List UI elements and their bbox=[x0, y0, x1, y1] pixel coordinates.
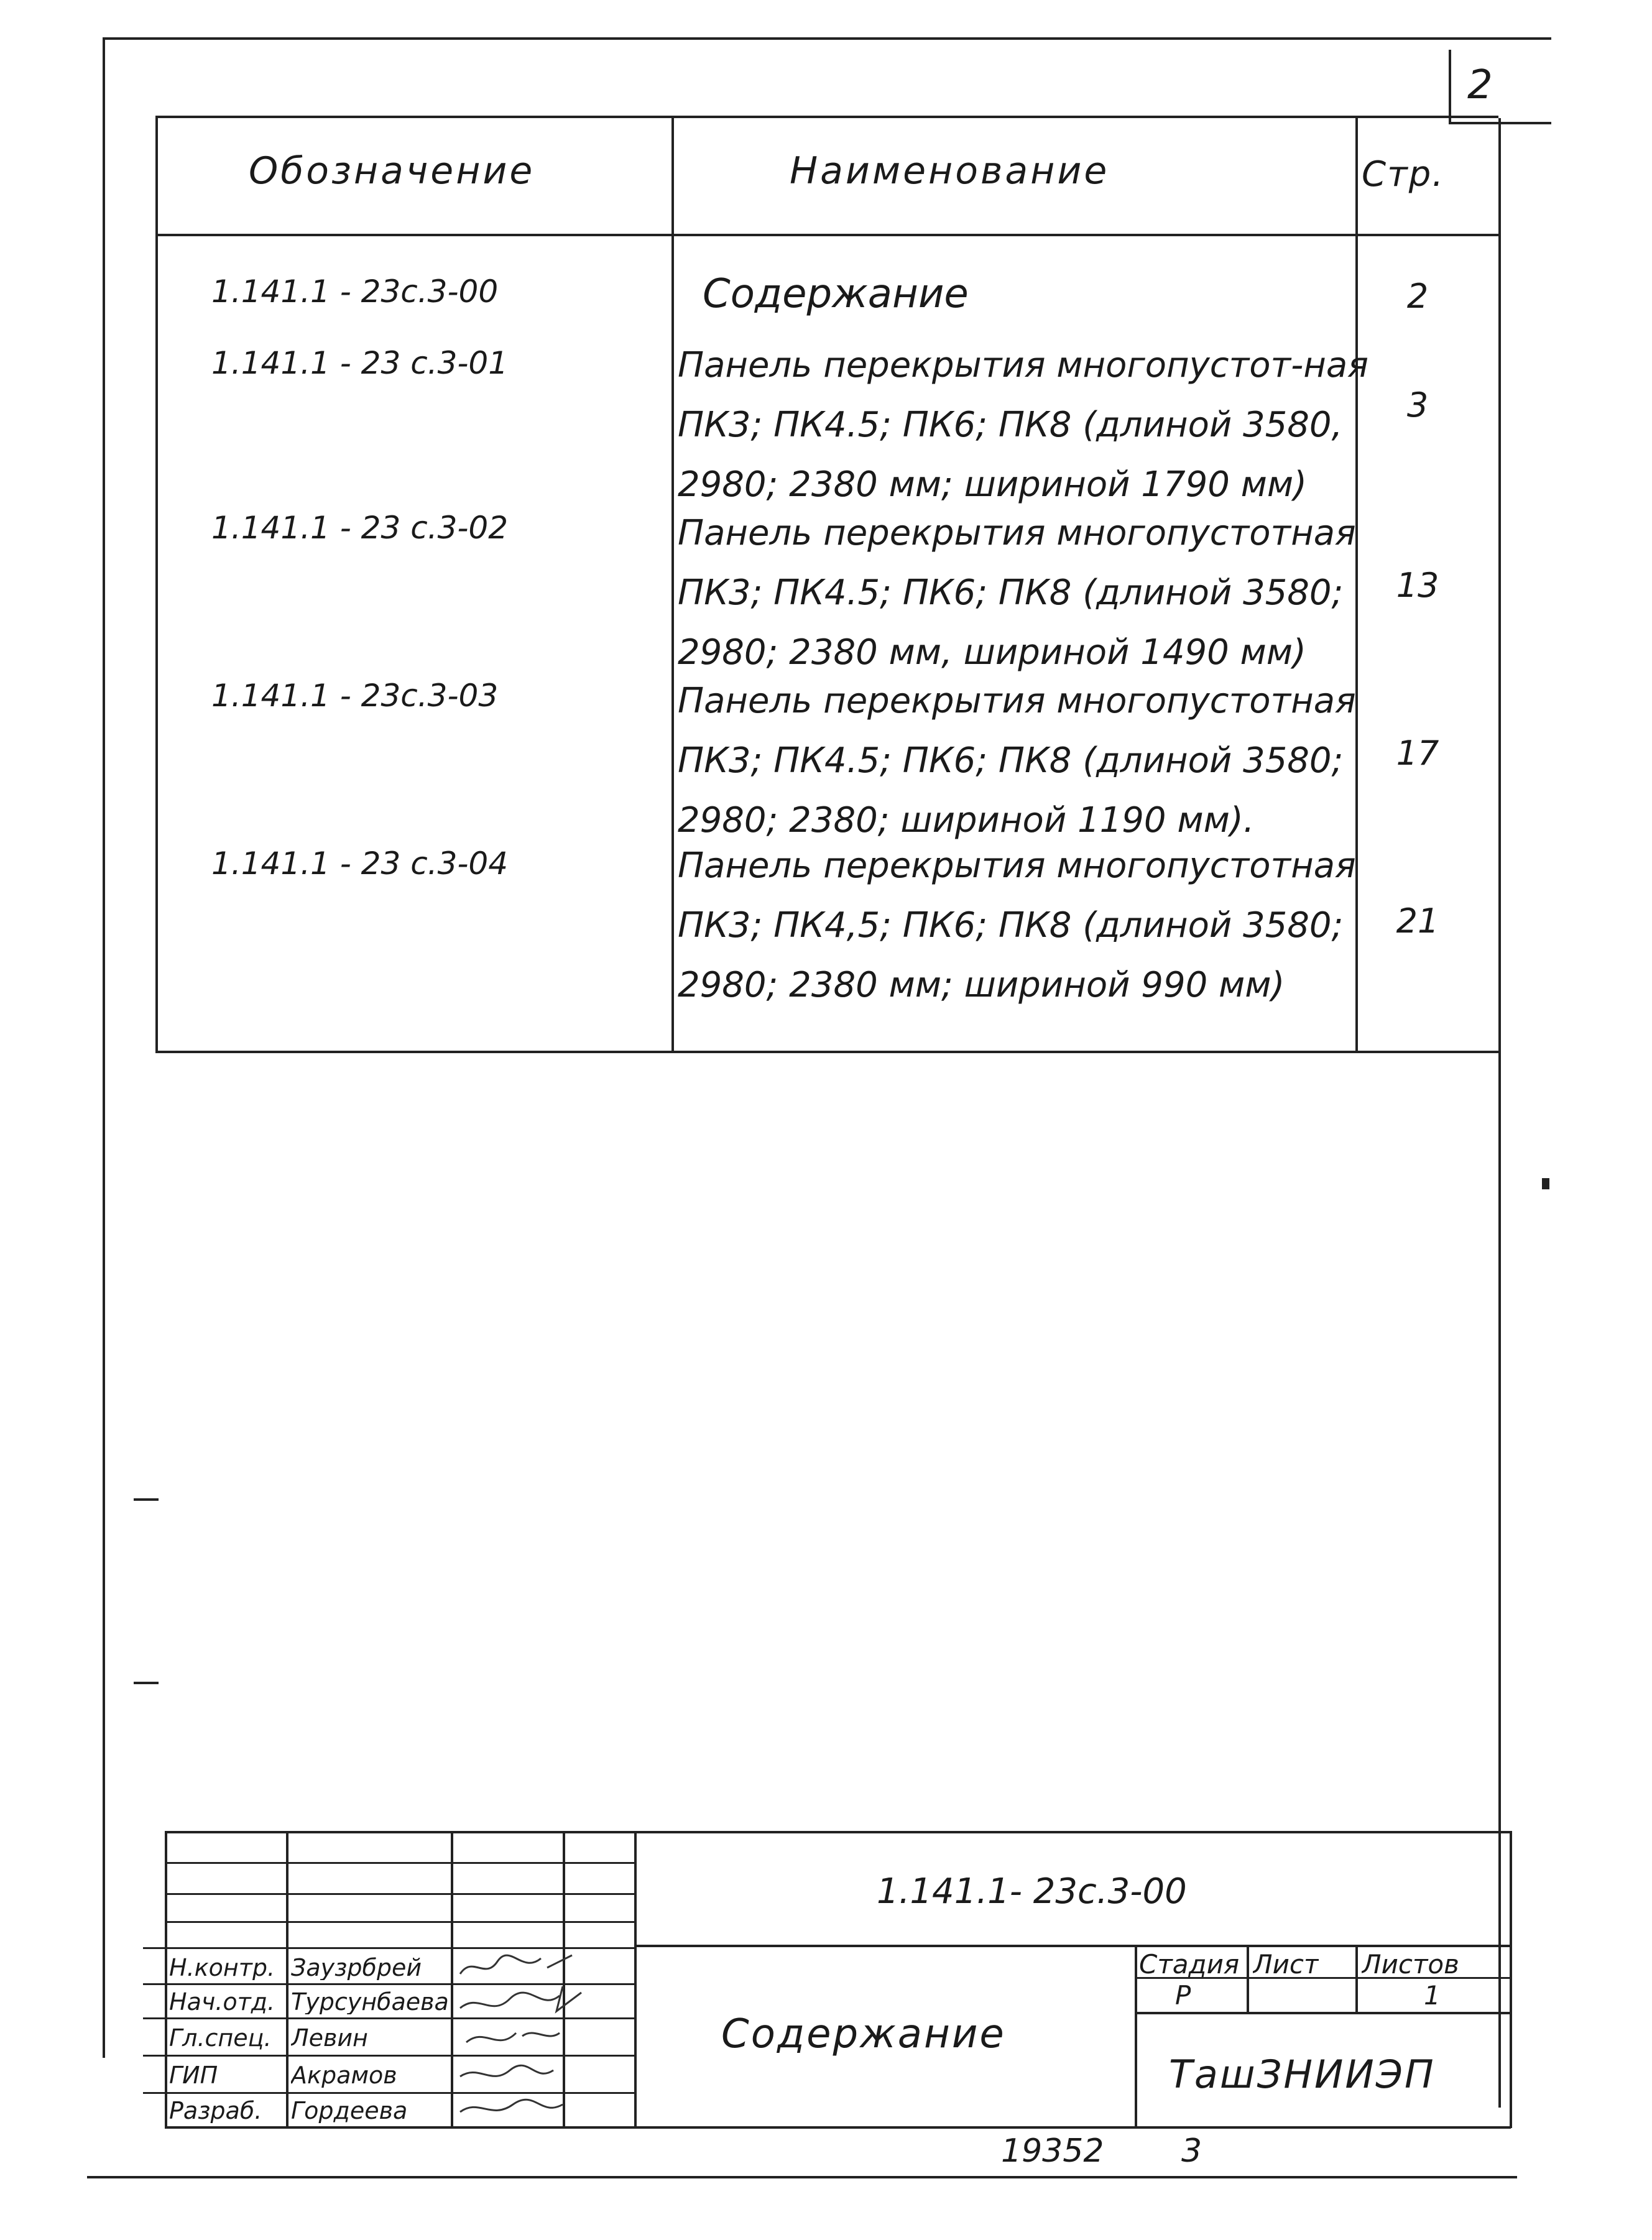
row-name: Панель перекрытия многопустотная ПК3; ПК4.5; ПК6; ПК8 (длиной 3580; 2980; 2380; шириной 1190 мм). bbox=[678, 681, 1356, 841]
row-name: Панель перекрытия многопустот-ная ПК3; ПК4.5; ПК6; ПК8 (длиной 3580, 2980; 2380 мм; шириной 1790 мм) bbox=[678, 345, 1368, 505]
signatures-drawing bbox=[454, 1949, 616, 2126]
row-designation: 1.141.1 - 23 с.3-04 bbox=[211, 846, 509, 882]
signer-role: ГИП bbox=[169, 2063, 218, 2088]
tb-stage-h2 bbox=[1135, 2012, 1511, 2014]
row-name: Содержание bbox=[703, 271, 969, 317]
tb-top bbox=[165, 1831, 1511, 1833]
tb-v1 bbox=[286, 1831, 288, 2128]
stage-label: Стадия bbox=[1139, 1949, 1240, 1980]
signer-role: Н.контр. bbox=[169, 1955, 275, 1980]
signature-mark bbox=[460, 1986, 581, 2011]
row-designation: 1.141.1 - 23с.3-03 bbox=[211, 678, 499, 714]
sheets-label: Листов bbox=[1362, 1949, 1459, 1980]
tb-v2 bbox=[451, 1831, 453, 2128]
sheet-label: Лист bbox=[1253, 1949, 1319, 1980]
tb-h bbox=[165, 1921, 634, 1923]
row-name: Панель перекрытия многопустотная ПК3; ПК4.5; ПК6; ПК8 (длиной 3580; 2980; 2380 мм, шириной 1490 мм) bbox=[678, 513, 1356, 673]
row-designation: 1.141.1 - 23с.3-00 bbox=[211, 274, 499, 310]
sheets-value: 1 bbox=[1424, 1980, 1441, 2011]
table-left bbox=[155, 116, 158, 1053]
signature-mark bbox=[466, 2033, 560, 2042]
frame-top bbox=[103, 37, 1551, 40]
tb-stage-v1 bbox=[1247, 1945, 1249, 2013]
row-page: 17 bbox=[1396, 734, 1439, 773]
tb-stage-v2 bbox=[1355, 1945, 1358, 2013]
frame-right bbox=[1498, 118, 1501, 2108]
tb-stage-left bbox=[1135, 1945, 1137, 2127]
row-name: Панель перекрытия многопустотная ПК3; ПК4,5; ПК6; ПК8 (длиной 3580; 2980; 2380 мм; шириной 990 мм) bbox=[678, 846, 1356, 1005]
row-page: 13 bbox=[1396, 566, 1439, 605]
footer-line bbox=[87, 2176, 1517, 2178]
table-divider-1 bbox=[671, 116, 674, 1053]
signature-mark bbox=[460, 2099, 563, 2112]
stage-value: Р bbox=[1175, 1980, 1191, 2011]
tb-mid bbox=[634, 1945, 1511, 1947]
table-top bbox=[155, 116, 1498, 118]
table-bottom bbox=[155, 1051, 1498, 1053]
header-page: Стр. bbox=[1362, 154, 1445, 195]
signer-name: Турсунбаева bbox=[291, 1989, 449, 2014]
margin-tick bbox=[134, 1498, 159, 1501]
tb-bottom bbox=[165, 2126, 1511, 2129]
sheet-number: 2 bbox=[1467, 62, 1493, 108]
row-designation: 1.141.1 - 23 с.3-01 bbox=[211, 345, 509, 381]
signature-mark bbox=[460, 2065, 553, 2076]
signer-role: Гл.спец. bbox=[169, 2026, 272, 2050]
sheet-box-bottom bbox=[1449, 122, 1551, 124]
signer-name: Левин bbox=[291, 2026, 368, 2050]
signer-name: Заузрбрей bbox=[291, 1955, 422, 1980]
row-page: 21 bbox=[1396, 901, 1439, 941]
footer-page: 3 bbox=[1181, 2132, 1202, 2170]
tb-v4 bbox=[634, 1831, 637, 2128]
row-designation: 1.141.1 - 23 с.3-02 bbox=[211, 510, 509, 546]
margin-tick bbox=[134, 1682, 159, 1684]
doc-title: Содержание bbox=[721, 2011, 1006, 2057]
header-name: Наименование bbox=[790, 149, 1110, 193]
doc-code: 1.141.1- 23с.3-00 bbox=[877, 1871, 1187, 1912]
footer-number: 19352 bbox=[1001, 2132, 1104, 2170]
margin-dot bbox=[1542, 1178, 1549, 1189]
signature-mark bbox=[460, 1955, 572, 1974]
signer-role: Нач.отд. bbox=[169, 1989, 275, 2014]
tb-left bbox=[165, 1831, 167, 2128]
header-designation: Обозначение bbox=[249, 149, 535, 193]
signer-name: Акрамов bbox=[291, 2063, 397, 2088]
signer-name: Гордеева bbox=[291, 2098, 408, 2123]
table-header-bottom bbox=[155, 234, 1498, 236]
signer-role: Разраб. bbox=[169, 2098, 262, 2123]
tb-right bbox=[1510, 1831, 1512, 2128]
tb-h bbox=[165, 1862, 634, 1864]
row-page: 2 bbox=[1406, 277, 1429, 316]
tb-h bbox=[165, 1893, 634, 1895]
row-page: 3 bbox=[1406, 385, 1429, 425]
organization: ТашЗНИИЭП bbox=[1169, 2052, 1436, 2097]
sheet-box-left bbox=[1449, 50, 1451, 123]
frame-left bbox=[103, 37, 105, 2058]
